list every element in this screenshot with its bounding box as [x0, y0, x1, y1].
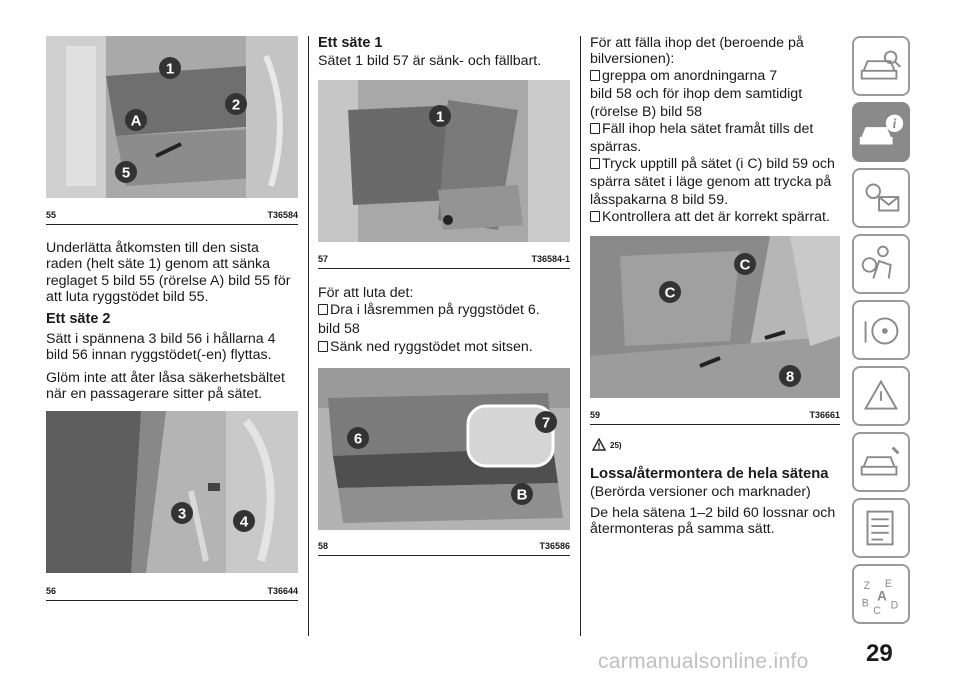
- col2-bullet-2: [318, 339, 533, 355]
- svg-text:i: i: [892, 116, 897, 132]
- col2-tilt: För att luta det:: [318, 285, 414, 301]
- figure-59-caption: [590, 410, 840, 422]
- bullet-text: greppa om anordningarna 7: [602, 68, 778, 84]
- figure-rule: [46, 600, 298, 601]
- road-warning-icon[interactable]: [852, 366, 910, 426]
- col3-para: [590, 505, 835, 538]
- checkbox-bullet-icon: [590, 123, 600, 134]
- figure-code: T36644: [267, 586, 298, 596]
- figure-57-caption: [318, 254, 570, 266]
- airbag-person-icon[interactable]: [852, 234, 910, 294]
- callout-3: 3: [177, 505, 187, 523]
- figure-number: 55: [46, 210, 57, 220]
- col2-bullet-1-cont: bild 58: [318, 321, 360, 337]
- figure-number: 58: [318, 541, 329, 551]
- car-search-icon[interactable]: [852, 36, 910, 96]
- heading-lossa-atermontera: Lossa/återmontera de hela sätena: [590, 466, 829, 482]
- callout-B: B: [516, 486, 528, 504]
- bullet-text: Tryck upptill på sätet (i C) bild 59 och: [602, 156, 835, 172]
- col2-bullet-1: [318, 302, 540, 318]
- callout-A: A: [130, 112, 142, 130]
- checkbox-bullet-icon: [318, 304, 328, 315]
- car-info-icon[interactable]: [852, 102, 910, 162]
- heading-ett-sate-2: Ett säte 2: [46, 311, 111, 327]
- figure-55-caption: [46, 210, 298, 222]
- col3-bullet-3: [590, 156, 835, 172]
- watermark: carmanualsonline.info: [598, 650, 809, 673]
- figure-56-caption: [46, 586, 298, 598]
- text-line: (rörelse B) bild 58: [590, 104, 702, 120]
- figure-rule: [46, 224, 298, 225]
- figure-rule: [318, 555, 570, 556]
- col3-intro: [590, 35, 804, 68]
- figure-rule: [318, 268, 570, 269]
- col1-para2: [46, 331, 308, 364]
- checkbox-bullet-icon: [318, 341, 328, 352]
- checkbox-bullet-icon: [590, 70, 600, 81]
- warning-light-mail-icon[interactable]: [852, 168, 910, 228]
- svg-text:A: A: [877, 588, 887, 604]
- warning-ref: 25): [610, 441, 622, 450]
- text-line: bild 56 innan ryggstödet(-en) flyttas.: [46, 347, 272, 364]
- text-line: raden (helt säte 1) genom att sänka: [46, 256, 270, 273]
- col3-bullet-4: [590, 209, 830, 225]
- column-divider: [308, 36, 309, 636]
- svg-text:C: C: [873, 605, 881, 618]
- col3-sub: (Berörda versioner och marknader): [590, 484, 811, 500]
- callout-1: 1: [165, 60, 175, 78]
- car-service-icon[interactable]: [852, 432, 910, 492]
- callout-4: 4: [239, 513, 249, 531]
- callout-7: 7: [541, 414, 551, 432]
- figure-number: 59: [590, 410, 601, 420]
- steering-wheel-icon[interactable]: [852, 300, 910, 360]
- callout-8: 8: [785, 368, 795, 386]
- figure-55-photo: [46, 36, 298, 198]
- checkbox-bullet-icon: [590, 158, 600, 169]
- text-line: Glöm inte att åter låsa säkerhetsbältet: [46, 370, 285, 386]
- figure-number: 57: [318, 254, 329, 264]
- figure-code: T36584: [267, 210, 298, 220]
- text-line: att luta ryggstödet bild 55.: [46, 289, 209, 306]
- figure-number: 56: [46, 586, 57, 596]
- text-line: bild 58 och för ihop dem samtidigt: [590, 86, 803, 102]
- figure-57-photo: [318, 80, 570, 242]
- svg-text:E: E: [884, 578, 892, 591]
- svg-text:D: D: [890, 599, 899, 612]
- figure-58-photo: [318, 368, 570, 530]
- bullet-text: Sänk ned ryggstödet mot sitsen.: [330, 339, 533, 355]
- svg-text:B: B: [861, 597, 869, 610]
- col1-para3: [46, 370, 308, 403]
- figure-rule: [590, 424, 840, 425]
- text-line: De hela sätena 1–2 bild 60 lossnar och: [590, 505, 836, 521]
- text-line: För att fälla ihop det (beroende på: [590, 35, 804, 51]
- heading-ett-sate-1: Ett säte 1: [318, 35, 383, 51]
- col2-intro: Sätet 1 bild 57 är sänk- och fällbart.: [318, 53, 542, 69]
- text-line: Sätt i spännena 3 bild 56 i hållarna 4: [46, 331, 276, 347]
- figure-code: T36661: [809, 410, 840, 420]
- column-divider: [580, 36, 581, 636]
- col1-para1: [46, 240, 308, 306]
- figure-code: T36586: [539, 541, 570, 551]
- checkbox-bullet-icon: [590, 211, 600, 222]
- text-line: bilversionen):: [590, 51, 675, 68]
- text-line: spärras.: [590, 139, 642, 155]
- bullet-text: Fäll ihop hela sätet framåt tills det: [602, 121, 814, 137]
- text-line: reglaget 5 bild 55 (rörelse A) bild 55 för: [46, 272, 291, 289]
- callout-2: 2: [231, 96, 241, 114]
- figure-code: T36584-1: [531, 254, 570, 264]
- text-line: när en passagerare sitter på sätet.: [46, 386, 263, 403]
- callout-1: 1: [435, 108, 445, 126]
- callout-5: 5: [121, 164, 131, 182]
- figure-58-caption: [318, 541, 570, 553]
- figure-56-photo: [46, 411, 298, 573]
- warning-triangle-icon: [592, 438, 606, 451]
- bullet-text: Dra i låsremmen på ryggstödet 6.: [330, 302, 540, 318]
- col3-bullet-1: [590, 68, 777, 84]
- callout-C: C: [739, 256, 751, 274]
- callout-6: 6: [353, 430, 363, 448]
- text-line: låsspakarna 8 bild 59.: [590, 192, 729, 208]
- callout-C: C: [664, 284, 676, 302]
- text-line: spärra sätet i läge genom att trycka på: [590, 174, 832, 190]
- checklist-icon[interactable]: [852, 498, 910, 558]
- text-line: återmonteras på samma sätt.: [590, 521, 775, 538]
- text-line: Underlätta åtkomsten till den sista: [46, 240, 259, 256]
- col3-bullet-2: [590, 121, 813, 137]
- figure-59-photo: [590, 236, 840, 398]
- bullet-text: Kontrollera att det är korrekt spärrat.: [602, 209, 830, 225]
- alphabet-index-icon[interactable]: [852, 564, 910, 624]
- svg-text:Z: Z: [863, 580, 871, 593]
- page-number: 29: [866, 640, 893, 667]
